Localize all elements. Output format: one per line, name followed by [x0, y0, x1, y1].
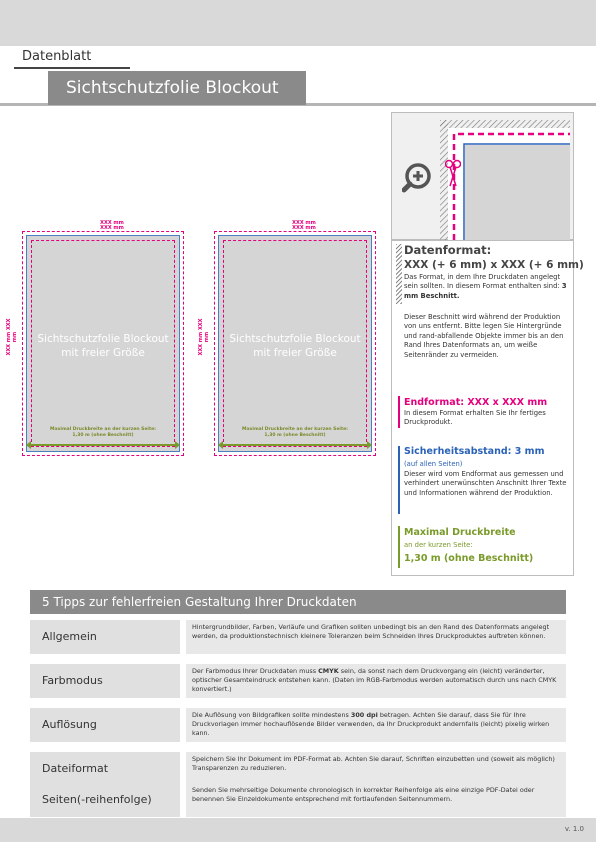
- sheet-illustration-1: [6, 220, 192, 463]
- datasheet-tab: Datenblatt: [14, 46, 130, 68]
- footer-band: [0, 818, 596, 842]
- data-format-text: Das Format, in dem Ihre Druckdaten angelegt sein sollten. In diesem Format enthalten sind: 3 mm Beschnitt.: [404, 273, 567, 300]
- tab-underline: [14, 67, 130, 69]
- bleed-explanation: Dieser Beschnitt wird während der Produktion von uns entfernt. Bitte legen Sie Hintergründe und rand-abfallende Objekte immer bis an den Rand Ihres Datenformats an, um weiße Seitenränder zu vermeiden.: [404, 313, 564, 359]
- safety-marker: [398, 446, 400, 514]
- safety-text: Dieser wird vom Endformat aus gemessen und verhindert unerwünschten Anschnitt Ihrer Texte und Informationen während der Produktion.: [404, 470, 567, 497]
- print-width-note: Maximal Druckbreite an der kurzen Seite: 1,30 m (ohne Beschnitt): [50, 427, 156, 438]
- tip-label: Seiten(-reihenfolge): [30, 783, 180, 817]
- sheet-label: Sichtschutzfolie Blockout mit freier Größe: [37, 333, 169, 359]
- scissors-icon: [445, 158, 461, 188]
- tip-text: Hintergrundbilder, Farben, Verläufe und Grafiken sollten unbedingt bis an den Rand des Datenformats angelegt werden, da produktionstechnisch kleinere Toleranzen beim Schneiden Ihres Druckproduktes auftreten können.: [186, 620, 566, 654]
- tip-row: [30, 708, 566, 742]
- tip-row: [30, 620, 566, 654]
- dimension-top: XXX mm XXX mm: [100, 220, 124, 231]
- tip-text: Der Farbmodus Ihrer Druckdaten muss CMYK sein, da sonst nach dem Druckvorgang ein (leicht) veränderter, optischer Gesamteindruck entstehen kann. (Daten im RGB-Farbmodus werden automatisch durch uns nach CMYK konvertiert.): [186, 664, 566, 698]
- tip-label: Allgemein: [30, 620, 180, 654]
- end-format-marker: [398, 396, 400, 428]
- tip-label: Dateiformat: [30, 752, 180, 786]
- sheet-label: Sichtschutzfolie Blockout mit freier Größe: [229, 333, 361, 359]
- end-format-text: In diesem Format erhalten Sie Ihr fertiges Druckprodukt.: [404, 409, 546, 427]
- zoom-in-icon: [402, 160, 438, 200]
- max-width-title: Maximal Druckbreite: [404, 527, 516, 538]
- max-width-subtitle: an der kurzen Seite:: [404, 541, 473, 549]
- version-label: v. 1.0: [564, 825, 584, 833]
- dimension-top: XXX mm XXX mm: [292, 220, 316, 231]
- bleed-hatch: [396, 244, 402, 304]
- dimension-left: XXX mm XXX mm: [6, 318, 18, 356]
- dimension-left: XXX mm XXX mm: [198, 318, 210, 356]
- safety-subtitle: (auf allen Seiten): [404, 460, 463, 468]
- top-band: [0, 0, 596, 46]
- tip-text: Speichern Sie Ihr Dokument im PDF-Format ab. Achten Sie darauf, Schriften einzubetten und (soweit als möglich) Transparenzen zu reduzieren.: [186, 752, 566, 786]
- page-title: Sichtschutzfolie Blockout: [48, 71, 306, 105]
- safety-title: Sicherheitsabstand: 3 mm: [404, 446, 545, 457]
- data-format-title: Datenformat:: [404, 243, 492, 257]
- data-format-value: XXX (+ 6 mm) x XXX (+ 6 mm): [404, 259, 584, 271]
- width-arrow: [220, 444, 370, 446]
- end-format-title: Endformat: XXX x XXX mm: [404, 397, 548, 408]
- width-arrow: [28, 444, 178, 446]
- tip-row: [30, 664, 566, 698]
- tip-row: [30, 783, 566, 817]
- print-width-note: Maximal Druckbreite an der kurzen Seite: 1,30 m (ohne Beschnitt): [242, 427, 348, 438]
- sheet-illustration-2: [198, 220, 384, 463]
- tip-label: Farbmodus: [30, 664, 180, 698]
- max-width-value: 1,30 m (ohne Beschnitt): [404, 553, 534, 564]
- tip-text: Die Auflösung von Bildgrafiken sollte mindestens 300 dpi betragen. Achten Sie darauf, dass Sie für Ihre Druckvorlagen immer hochauflösende Bilder verwenden, da Ihr Druckprodukt andernfalls (leicht) pixelig wirken kann.: [186, 708, 566, 742]
- tip-text: Senden Sie mehrseitige Dokumente chronologisch in korrekter Reihenfolge als eine einzige PDF-Datei oder benennen Sie Einzeldokumente entsprechend mit fortlaufenden Seitennummern.: [186, 783, 566, 817]
- max-width-marker: [398, 526, 400, 568]
- tip-label: Auflösung: [30, 708, 180, 742]
- tips-header: 5 Tipps zur fehlerfreien Gestaltung Ihrer Druckdaten: [30, 590, 566, 614]
- tip-row: [30, 752, 566, 786]
